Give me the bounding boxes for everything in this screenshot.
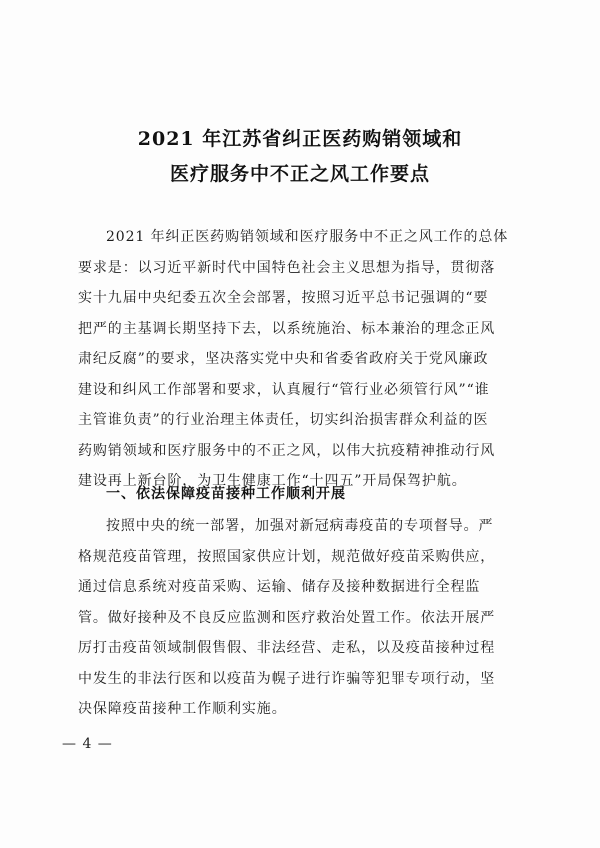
- paragraph-line: 药购销领域和医疗服务中的不正之风，以伟大抗疫精神推动行风: [78, 442, 496, 459]
- paragraph-line: 建设再上新台阶，为卫生健康工作“十四五”开局保驾护航。: [78, 473, 467, 489]
- document-title-line-2: 医疗服务中不正之风工作要点: [169, 163, 430, 185]
- paragraph-line: 决保障疫苗接种工作顺利实施。: [78, 701, 287, 717]
- paragraph-line: 主管谁负责”的行业治理主体责任，切实纠治损害群众利益的医: [78, 412, 489, 428]
- paragraph-line: 把严的主基调长期坚持下去，以系统施治、标本兼治的理念正风: [78, 320, 496, 337]
- paragraph-line: 格规范疫苗管理，按照国家供应计划，规范做好疫苗采购供应，: [78, 548, 496, 565]
- document-title-line-1: 2021 年江苏省纠正医药购销领域和: [137, 128, 463, 150]
- page-number: — 4 —: [62, 736, 113, 752]
- paragraph-line: 2021 年纠正医药购销领域和医疗服务中不正之风工作的总体: [106, 229, 509, 245]
- section-heading: 一、依法保障疫苗接种工作顺利开展: [106, 486, 346, 502]
- paragraph-line: 建设和纠风工作部署和要求，认真履行“管行业必须管行风”“谁: [78, 381, 490, 398]
- paragraph-line: 按照中央的统一部署，加强对新冠病毒疫苗的专项督导。严: [106, 518, 494, 534]
- paragraph-line: 实十九届中央纪委五次全会部署，按照习近平总书记强调的“要: [78, 290, 489, 306]
- paragraph-line: 中发生的非法行医和以疫苗为幌子进行诈骗等犯罪专项行动，坚: [78, 670, 496, 687]
- paragraph-line: 肃纪反腐”的要求，坚决落实党中央和省委省政府关于党风廉政: [78, 351, 489, 367]
- paragraph-line: 要求是：以习近平新时代中国特色社会主义思想为指导，贯彻落: [78, 259, 496, 276]
- intro-paragraph: [78, 222, 528, 497]
- section-paragraph: [78, 511, 528, 725]
- paragraph-line: 厉打击疫苗领域制假售假、非法经营、走私，以及疫苗接种过程: [78, 640, 496, 656]
- paragraph-line: 通过信息系统对疫苗采购、运输、储存及接种数据进行全程监: [78, 579, 481, 595]
- paragraph-line: 管。做好接种及不良反应监测和医疗救治处置工作。依法开展严: [78, 609, 496, 626]
